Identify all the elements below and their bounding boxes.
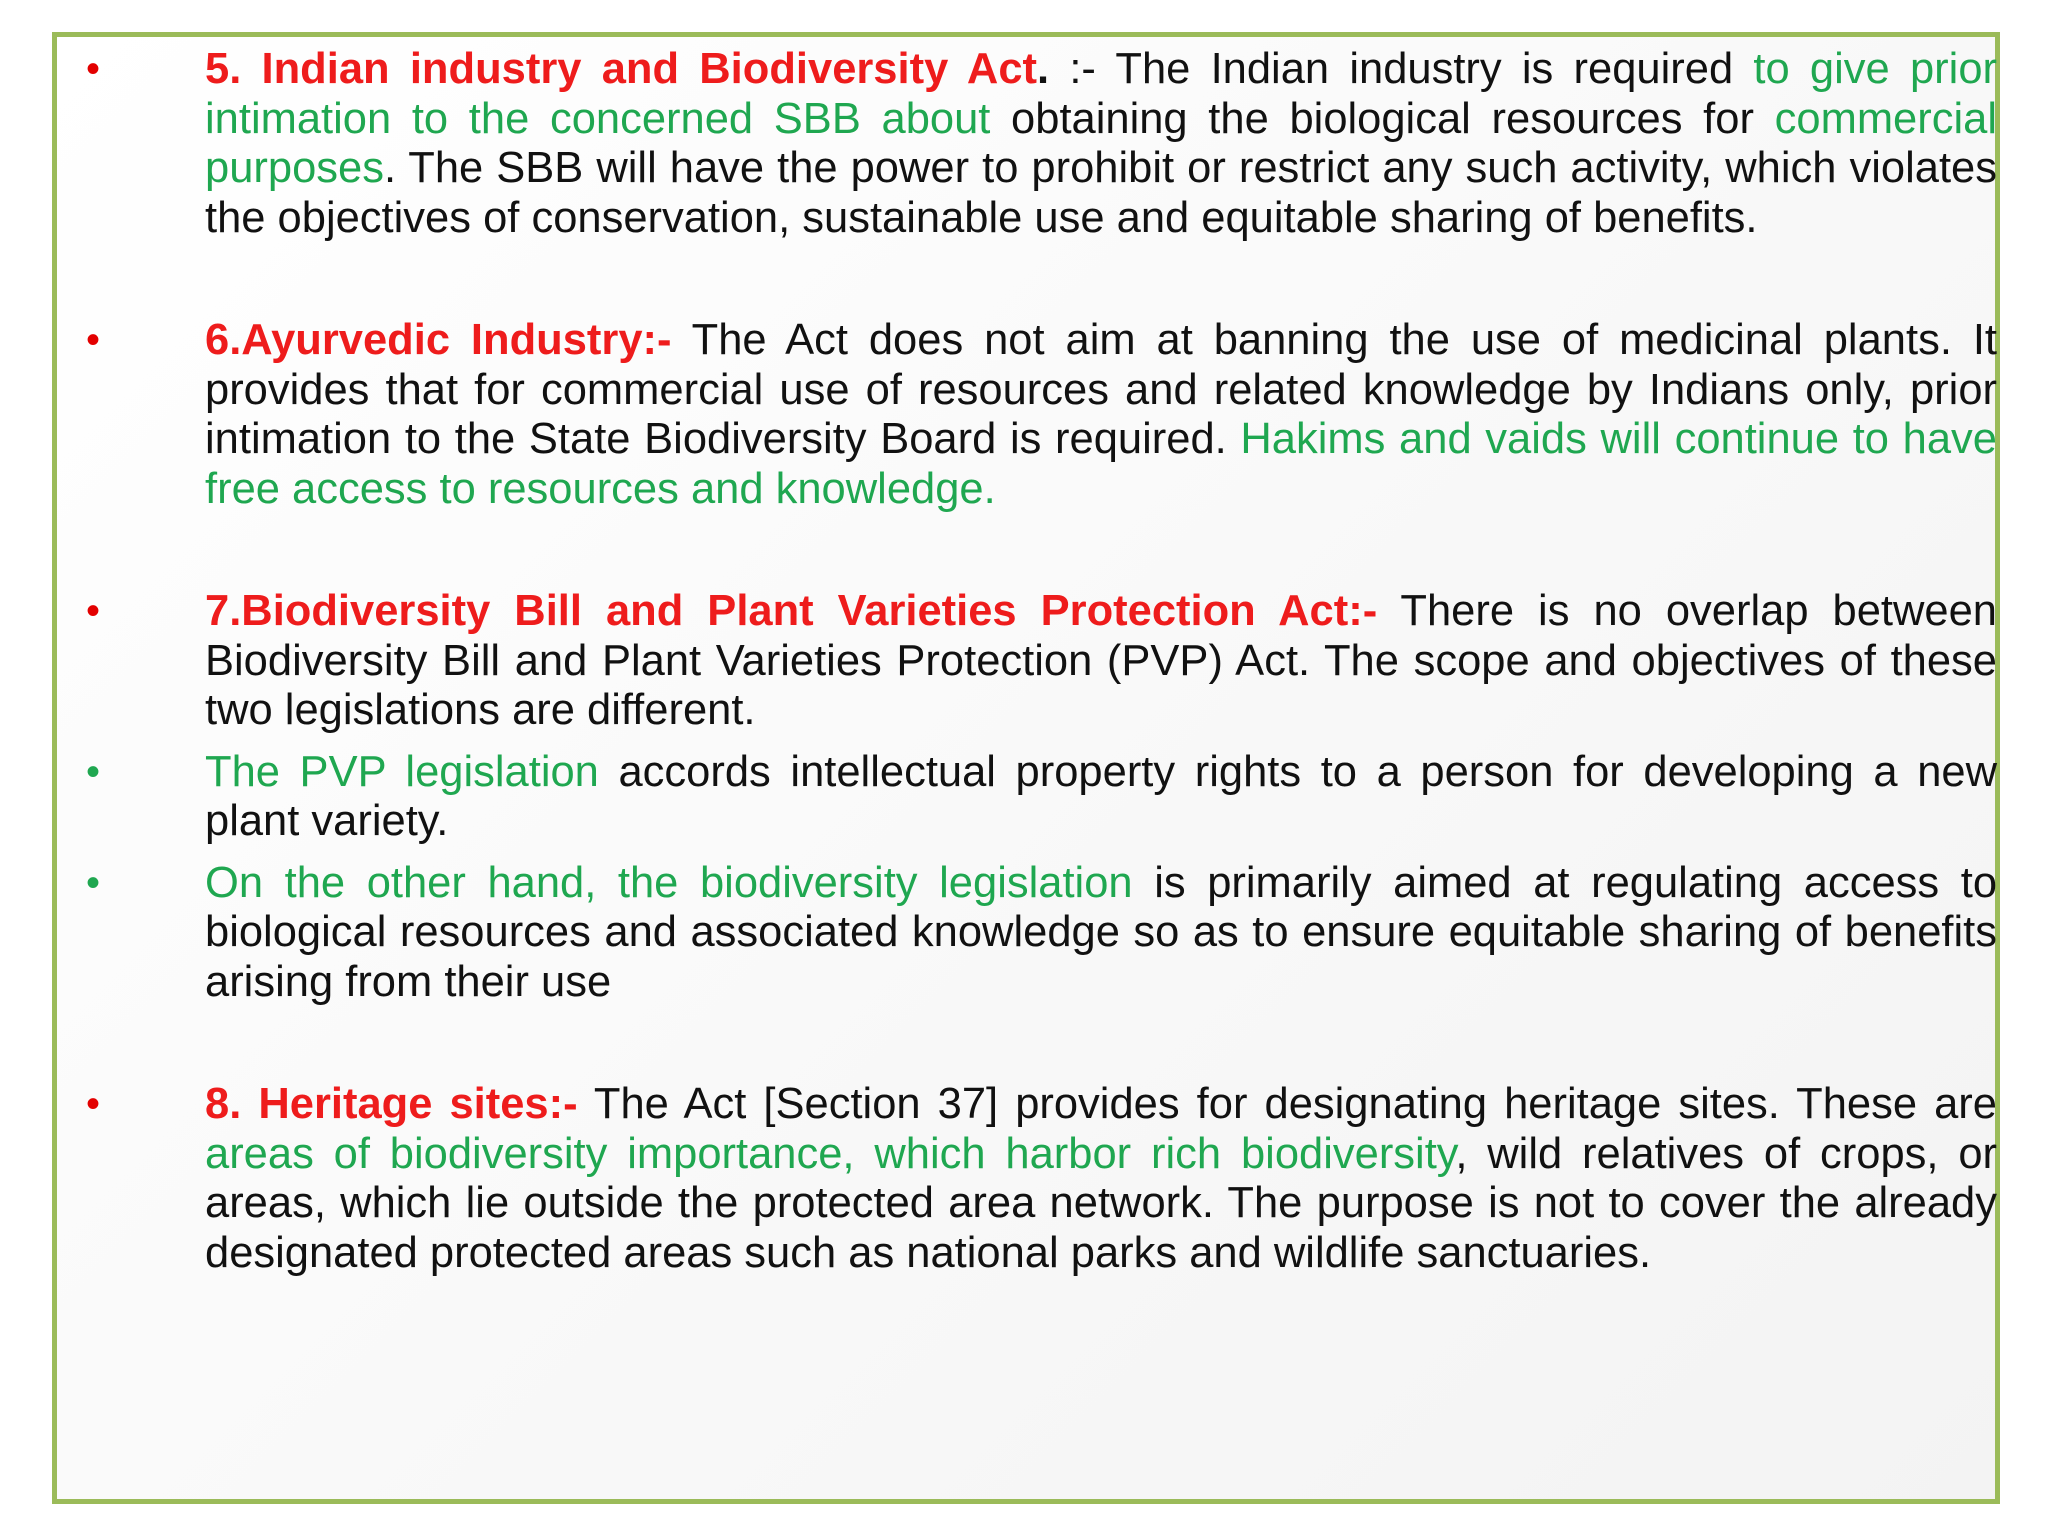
bullet-icon: • — [85, 860, 100, 905]
bullet-icon: • — [85, 749, 100, 794]
list-item-pvp-act: • 7.Biodiversity Bill and Plant Varieties Protection Act:- There is no overlap between Biodiversity Bill and Plant Varieties Protection (PVP) Act. The scope and objectives of these two legislations are different. — [153, 587, 1997, 736]
bullet-icon: • — [85, 47, 100, 91]
item-heading: 7.Biodiversity Bill and Plant Varieties Protection Act:- — [205, 587, 1378, 635]
item-heading: 6.Ayurvedic Industry:- — [205, 316, 672, 364]
bullet-icon: • — [85, 1082, 100, 1126]
bullet-icon: • — [85, 318, 100, 362]
slide-frame — [52, 32, 2000, 1504]
item-heading: 5. Indian industry and Biodiversity Act. — [205, 45, 1050, 93]
bullet-icon: • — [85, 589, 100, 633]
list-item-ayurvedic-industry: • 6.Ayurvedic Industry:- The Act does not aim at banning the use of medicinal plants. It provides that for commercial use of resources and related knowledge by Indians only, prior intimation to the State Biodiversity Board is required. Hakims and vaids will continue to have free access to resources and knowledge. — [153, 316, 1997, 514]
slide-content — [85, 45, 1998, 1278]
item-heading: 8. Heritage sites:- — [205, 1080, 578, 1128]
list-item-heritage-sites: • 8. Heritage sites:- The Act [Section 37] provides for designating heritage sites. These are areas of biodiversity importance, which harbor rich biodiversity, wild relatives of crops, or areas, which lie outside the protected area network. The purpose is not to cover the already designated protected areas such as national parks and wildlife sanctuaries. — [153, 1080, 1997, 1278]
list-item-pvp-legislation: • The PVP legislation accords intellectual property rights to a person for developing a new plant variety. — [153, 748, 1997, 847]
list-item-biodiversity-legislation: • On the other hand, the biodiversity legislation is primarily aimed at regulating access to biological resources and associated knowledge so as to ensure equitable sharing of benefits arising from their use — [153, 859, 1997, 1008]
list-item-industry-act: • 5. Indian industry and Biodiversity Act. :- The Indian industry is required to give prior intimation to the concerned SBB about obtaining the biological resources for commercial purposes. The SBB will have the power to prohibit or restrict any such activity, which violates the objectives of conservation, sustainable use and equitable sharing of benefits. — [153, 45, 1997, 243]
